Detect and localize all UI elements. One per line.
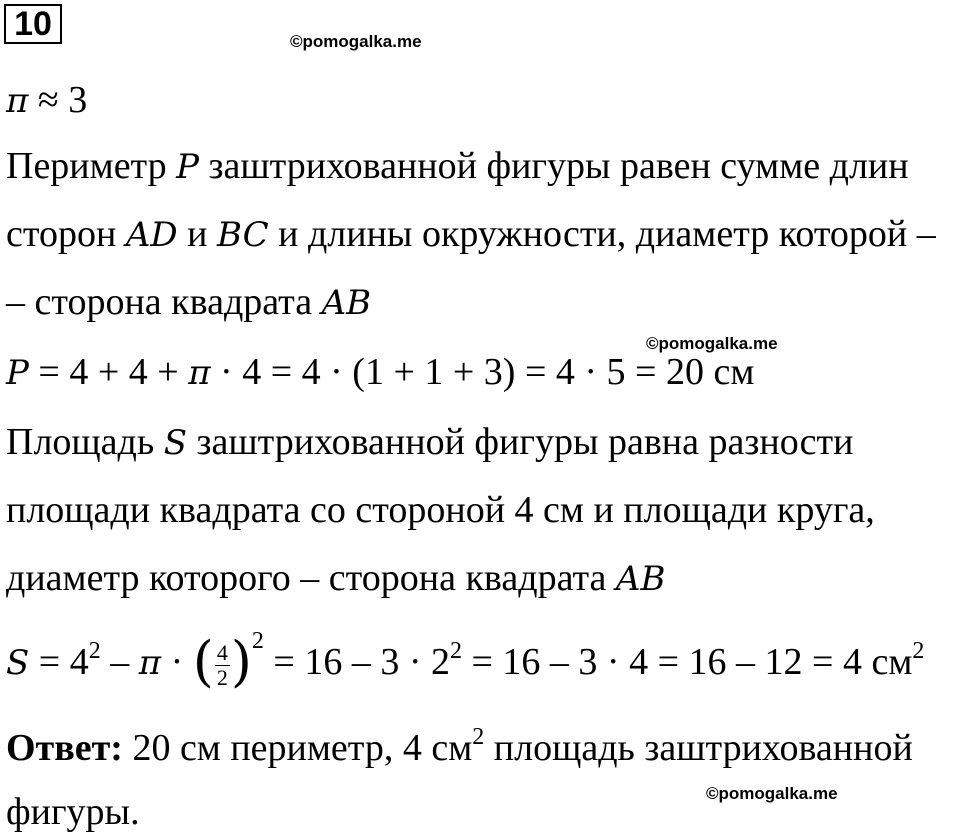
watermark: ©pomogalka.me [706, 784, 838, 803]
text: площади квадрата со стороной 4 см и площади круга, [6, 489, 875, 531]
pi-symbol: π [6, 81, 29, 121]
text: 20 см периметр, 4 см [122, 727, 473, 769]
exponent: 2 [251, 628, 264, 654]
perimeter-text-line-1 [6, 144, 909, 189]
task-number: 10 [4, 4, 62, 44]
text: Площадь [6, 421, 164, 463]
text: · 4 = 4 · (1 + 1 + 3) = 4 · 5 = 20 см [210, 351, 755, 393]
area-formula [6, 628, 925, 693]
var-s: S [6, 643, 30, 683]
perimeter-text-line-3 [6, 280, 371, 325]
text: – сторона квадрата [6, 281, 322, 323]
var-ad: AD [125, 215, 178, 255]
area-text-line-3 [6, 556, 665, 601]
text: фигуры. [6, 791, 140, 833]
text: площадь заштрихованной [484, 727, 913, 769]
text: диаметр которого – сторона квадрата [6, 557, 616, 599]
pi-symbol: π [138, 643, 162, 683]
text: Периметр [6, 145, 177, 187]
area-text-line-1 [6, 420, 853, 465]
text: заштрихованной фигуры равна разности [187, 421, 854, 463]
watermark: ©pomogalka.me [290, 32, 422, 51]
left-paren: ( [192, 630, 214, 693]
fraction [215, 641, 230, 690]
text: = 4 + 4 + [28, 351, 189, 393]
text: ≈ 3 [28, 79, 88, 121]
exponent: 2 [472, 724, 485, 750]
text: = 16 – 3 · 4 = 16 – 12 = 4 см [462, 641, 913, 683]
watermark: ©pomogalka.me [646, 334, 778, 353]
text: и [177, 213, 217, 255]
text: = 16 – 3 · 2 [263, 641, 450, 683]
answer-line-2 [6, 790, 140, 834]
text: и длины окружности, диаметр которой – [268, 213, 936, 255]
var-bc: BC [216, 215, 269, 255]
perimeter-formula [6, 350, 754, 395]
text: сторон [6, 213, 126, 255]
var-s: S [163, 423, 187, 463]
denominator: 2 [216, 664, 228, 690]
numerator: 4 [216, 639, 228, 665]
var-ab: AB [615, 559, 666, 599]
text: · [161, 641, 193, 683]
var-ab: AB [321, 283, 372, 323]
answer-label: Ответ: [6, 727, 123, 769]
pi-symbol: π [188, 353, 211, 393]
exponent: 2 [450, 638, 462, 664]
text: – [100, 641, 139, 683]
text: заштрихованной фигуры равен сумме длин [199, 145, 909, 187]
exponent: 2 [912, 638, 925, 664]
pi-approximation [6, 78, 87, 123]
var-p: P [176, 147, 200, 187]
text: = 4 [29, 641, 89, 683]
answer-line-1 [6, 726, 913, 770]
perimeter-text-line-2 [6, 212, 936, 257]
exponent: 2 [88, 638, 101, 664]
right-paren: ) [230, 630, 252, 693]
var-p: P [6, 353, 29, 393]
area-text-line-2 [6, 488, 875, 532]
